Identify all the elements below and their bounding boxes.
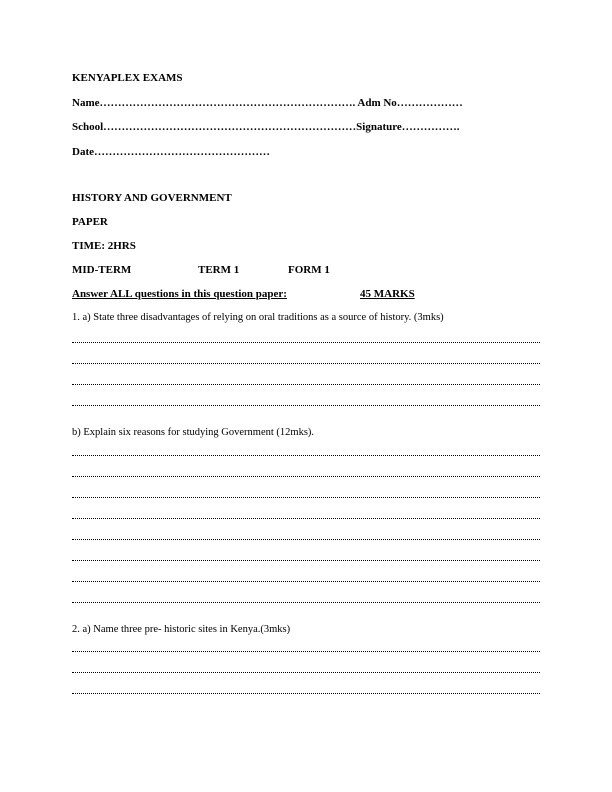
- school-signature-field[interactable]: School……………………………………………………………Signature…………….: [72, 121, 460, 133]
- time-label: TIME: 2HRS: [72, 240, 136, 252]
- paper-label: PAPER: [72, 216, 108, 228]
- term-label: TERM 1: [198, 264, 240, 276]
- answer-line[interactable]: [72, 363, 540, 364]
- answer-line[interactable]: [72, 476, 540, 477]
- answer-line[interactable]: [72, 651, 540, 652]
- date-field[interactable]: Date…………………………………………: [72, 146, 270, 158]
- answer-line[interactable]: [72, 539, 540, 540]
- answer-line[interactable]: [72, 384, 540, 385]
- answer-line[interactable]: [72, 342, 540, 343]
- answer-line[interactable]: [72, 455, 540, 456]
- form-label: FORM 1: [288, 264, 330, 276]
- question-1b-text: b) Explain six reasons for studying Government (12mks).: [72, 427, 315, 438]
- subject-title: HISTORY AND GOVERNMENT: [72, 192, 232, 204]
- answer-line[interactable]: [72, 672, 540, 673]
- question-1a-text: 1. a) State three disadvantages of relying on oral traditions as a source of history. (3mks): [72, 312, 444, 323]
- answer-line[interactable]: [72, 518, 540, 519]
- instruction-text: Answer ALL questions in this question paper:: [72, 288, 287, 300]
- total-marks: 45 MARKS: [360, 288, 415, 300]
- name-adm-field[interactable]: Name……………………………………………………………. Adm No………………: [72, 97, 463, 109]
- answer-line[interactable]: [72, 560, 540, 561]
- exam-org-title: KENYAPLEX EXAMS: [72, 72, 183, 84]
- midterm-label: MID-TERM: [72, 264, 132, 276]
- answer-line[interactable]: [72, 405, 540, 406]
- answer-line[interactable]: [72, 497, 540, 498]
- answer-line[interactable]: [72, 602, 540, 603]
- answer-line[interactable]: [72, 581, 540, 582]
- answer-line[interactable]: [72, 693, 540, 694]
- question-2a-text: 2. a) Name three pre- historic sites in Kenya.(3mks): [72, 624, 291, 635]
